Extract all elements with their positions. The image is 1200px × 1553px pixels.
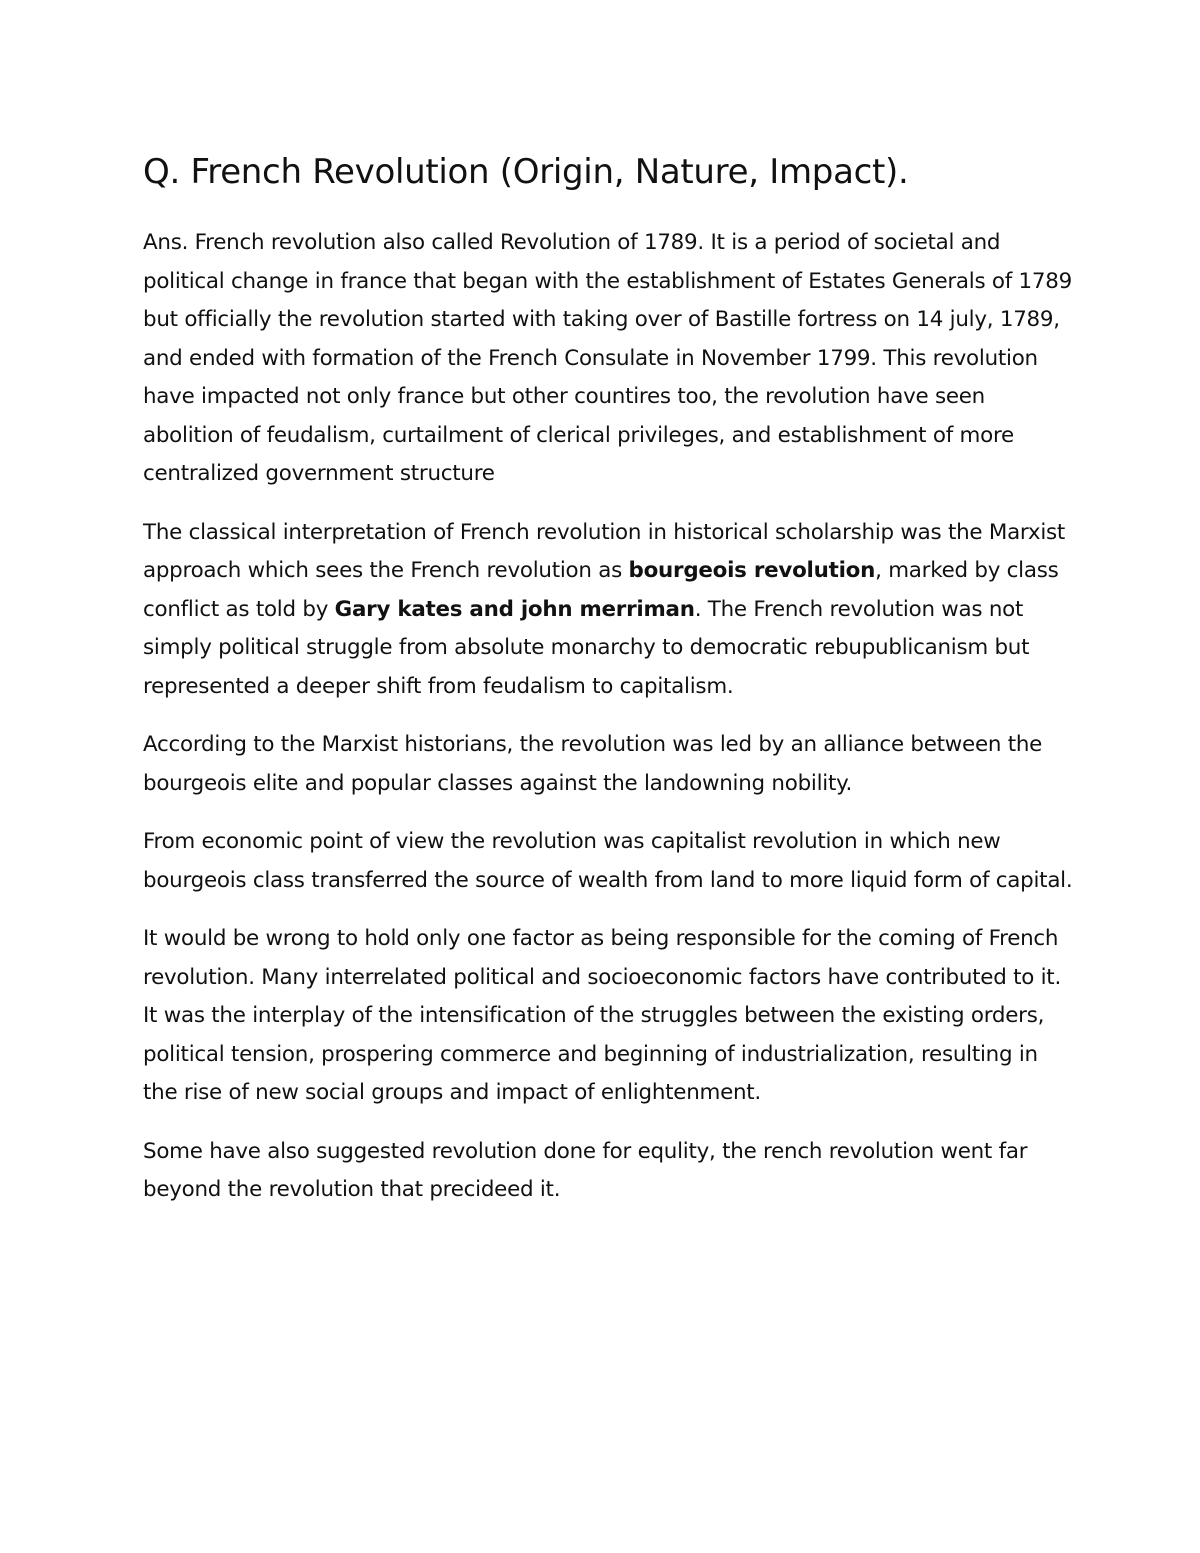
paragraph-intro: Ans. French revolution also called Revolution of 1789. It is a period of societal and political change in france that began with the establishment of Estates Generals of 1789 but officially the revolution started with taking over of Bastille fortress on 14 july, 1789, and ended with formation of the French Consulate in November 1799. This revolution have impacted not only france but other countires too, the revolution have seen abolition of feudalism, curtailment of clerical privileges, and establishment of more centralized government structure [143, 230, 1072, 486]
paragraph-economic-view: From economic point of view the revolution was capitalist revolution in which new bourgeois class transferred the source of wealth from land to more liquid form of capital. [143, 829, 1073, 893]
paragraph-classical-interpretation [143, 514, 1073, 707]
bold-term-bourgeois-revolution: bourgeois revolution [628, 558, 876, 583]
document-title: Q. French Revolution (Origin, Nature, Impact). [143, 152, 909, 192]
paragraph-text: . The French revolution was not simply political struggle from absolute monarchy to democratic rebupublicanism but represented a deeper shift from feudalism to capitalism. [143, 596, 1030, 699]
paragraph-equality: Some have also suggested revolution done for equlity, the rench revolution went far beyond the revolution that precideed it. [143, 1138, 1028, 1202]
bold-term-authors: Gary kates and john merriman [334, 596, 695, 622]
paragraph-text: The classical interpretation of French revolution in historical scholarship was the Marxist approach which sees the French revolution as [143, 519, 1066, 583]
paragraph-marxist-historians: According to the Marxist historians, the revolution was led by an alliance between the bourgeois elite and popular classes against the landowning nobility. [143, 732, 1043, 796]
paragraph-text: , marked by class conflict as told by [143, 558, 1059, 622]
document-body [143, 150, 1073, 1230]
paragraph-factors: It would be wrong to hold only one factor as being responsible for the coming of French revolution. Many interrelated political and socioeconomic factors have contributed to it. It was the interplay of the intensification of the struggles between the existing orders, political tension, prospering commerce and beginning of industrialization, resulting in the rise of new social groups and impact of enlightenment. [143, 926, 1061, 1105]
